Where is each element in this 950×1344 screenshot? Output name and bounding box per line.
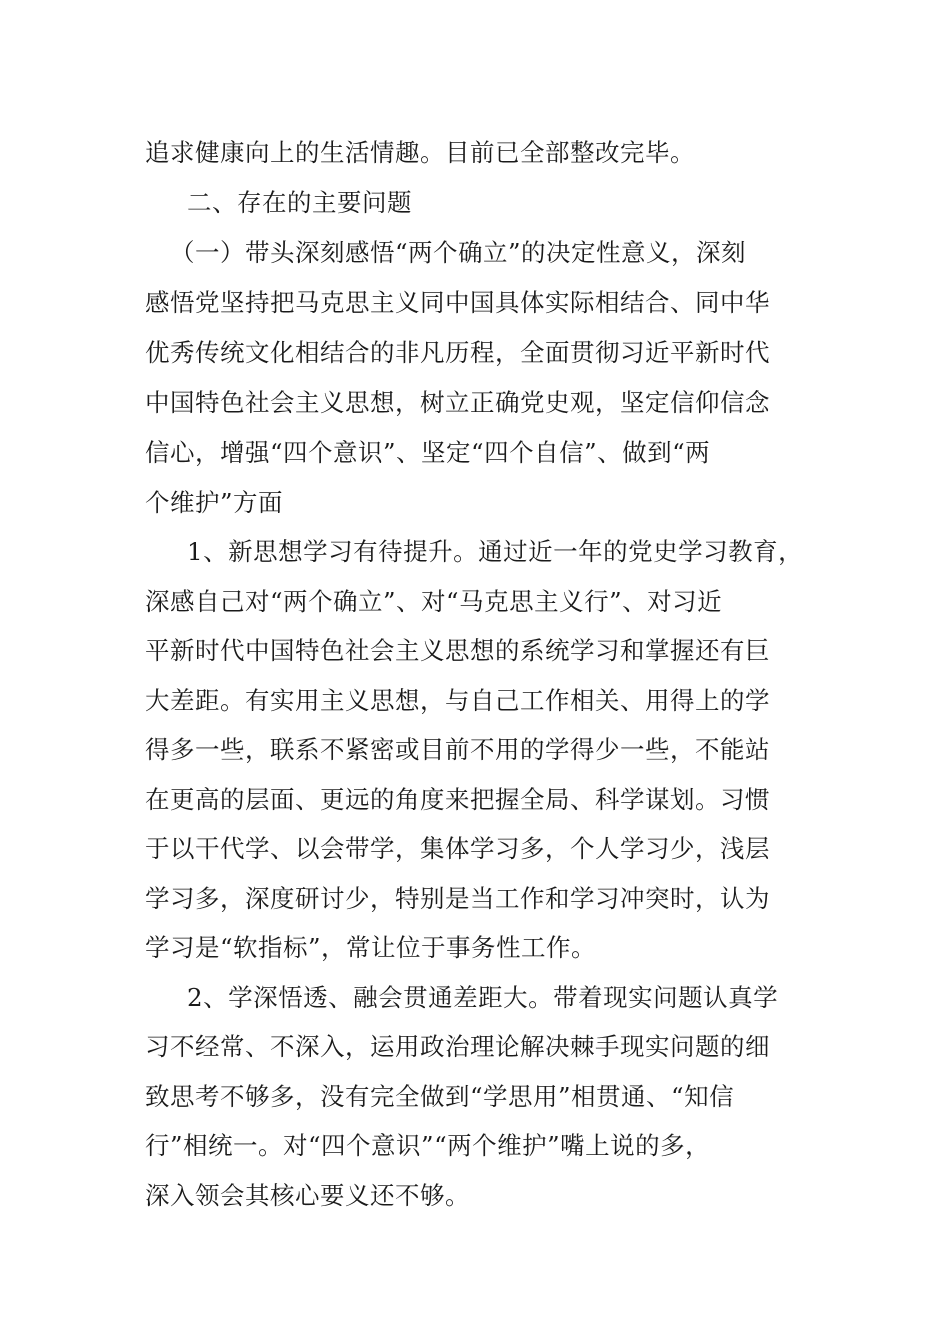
section-heading: 二、存在的主要问题 (187, 188, 412, 217)
text-line-10: 深感自己对“两个确立”、对“马克思主义行”、对习近 (145, 587, 723, 616)
text-line-15: 于以干代学、以会带学，集体学习多，个人学习少，浅层 (145, 834, 770, 863)
text-line-17: 学习是“软指标”，常让位于事务性工作。 (145, 933, 597, 962)
text-line-21: 行”相统一。对“四个意识”“两个维护”嘴上说的多， (145, 1131, 711, 1160)
text-line-13: 得多一些，联系不紧密或目前不用的学得少一些，不能站 (145, 735, 770, 764)
text-line-16: 学习多，深度研讨少，特别是当工作和学习冲突时，认为 (145, 884, 770, 913)
text-line-7: 信心，增强“四个意识”、坚定“四个自信”、做到“两 (145, 438, 711, 467)
item-1-start: 1、新思想学习有待提升。通过近一年的党史学习教育， (187, 537, 804, 566)
text-line-20: 致思考不够多，没有完全做到“学思用”相贯通、“知信 (145, 1082, 735, 1111)
text-line-4: 感悟党坚持把马克思主义同中国具体实际相结合、同中华 (145, 288, 770, 317)
subsection-heading: （一）带头深刻感悟“两个确立”的决定性意义，深刻 (170, 238, 747, 267)
text-line-14: 在更高的层面、更远的角度来把握全局、科学谋划。习惯 (145, 785, 770, 814)
text-line-19: 习不经常、不深入，运用政治理论解决棘手现实问题的细 (145, 1032, 770, 1061)
text-line-12: 大差距。有实用主义思想，与自己工作相关、用得上的学 (145, 686, 770, 715)
text-line-8: 个维护”方面 (145, 488, 284, 517)
text-line-6: 中国特色社会主义思想，树立正确党史观，坚定信仰信念 (145, 388, 770, 417)
text-line-1: 追求健康向上的生活情趣。目前已全部整改完毕。 (145, 138, 695, 167)
item-2-start: 2、学深悟透、融会贯通差距大。带着现实问题认真学 (187, 983, 779, 1012)
text-line-22: 深入领会其核心要义还不够。 (145, 1181, 470, 1210)
text-line-5: 优秀传统文化相结合的非凡历程，全面贯彻习近平新时代 (145, 338, 770, 367)
text-line-11: 平新时代中国特色社会主义思想的系统学习和掌握还有巨 (145, 636, 770, 665)
